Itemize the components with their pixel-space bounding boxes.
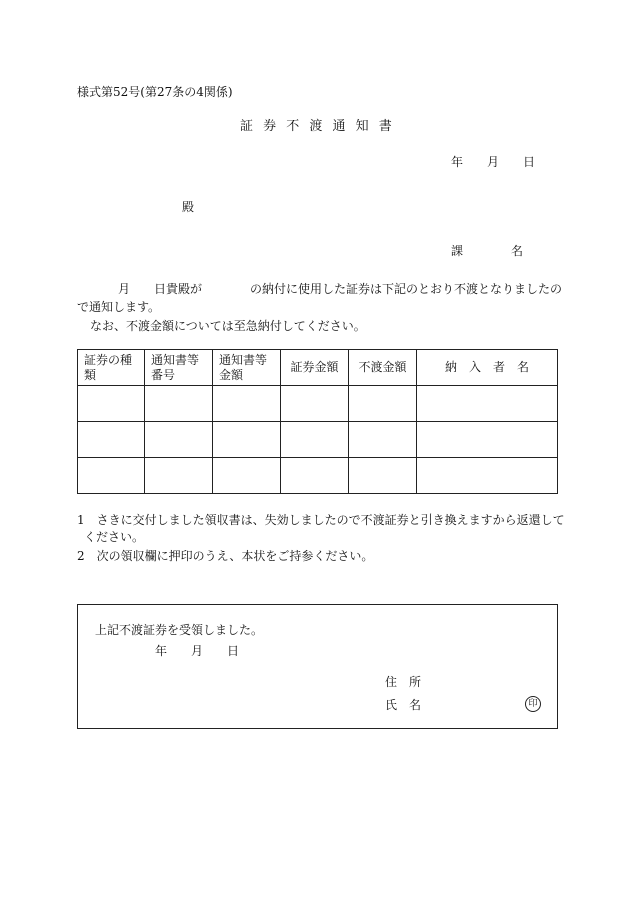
form-number: 様式第52号(第27条の4関係) [77,85,233,99]
table-cell [78,386,145,422]
table-cell [213,386,281,422]
body-line-2: で通知します。 [77,300,161,314]
note-1-line-1: 1 さきに交付しました領収書は、失効しましたので不渡証券と引き換えますから返還して [77,513,565,527]
document-title: 証 券 不 渡 通 知 書 [240,119,395,134]
addressee-suffix: 殿 [182,200,195,214]
table-cell [349,458,417,494]
header-notice-number: 通知書等番号 [145,350,213,386]
header-dishonored-amount: 不渡金額 [349,350,417,386]
header-notice-amount: 通知書等金額 [213,350,281,386]
table-cell [349,422,417,458]
table-cell [417,386,558,422]
table-cell [78,422,145,458]
note-1-line-2: ください。 [84,530,145,544]
table-cell [145,386,213,422]
table-cell [349,386,417,422]
issuer-department: 課 名 [451,244,524,258]
seal-mark-icon: 印 [525,696,541,712]
table-cell [281,422,349,458]
table-row [78,422,558,458]
table-cell [145,458,213,494]
receipt-statement: 上記不渡証券を受領しました。 [95,623,264,637]
body-line-3: なお、不渡金額については至急納付してください。 [90,319,366,333]
table-cell [281,458,349,494]
issue-date: 年 月 日 [451,155,536,169]
table-cell [417,422,558,458]
receipt-date: 年 月 日 [155,644,240,658]
receipt-name-label: 氏 名 [385,698,422,712]
table-cell [281,386,349,422]
header-security-type: 証券の種類 [78,350,145,386]
table-cell [78,458,145,494]
table-cell [417,458,558,494]
header-payer-name: 納 入 者 名 [417,350,558,386]
dishonored-securities-table [77,349,558,494]
table-cell [213,458,281,494]
receipt-address-label: 住 所 [385,675,422,689]
table-row [78,458,558,494]
note-2: 2 次の領収欄に押印のうえ、本状をご持参ください。 [77,549,374,563]
table-cell [213,422,281,458]
table-header-row [78,350,558,386]
header-security-amount: 証券金額 [281,350,349,386]
body-line-1: 月 日貴殿が の納付に使用した証券は下記のとおり不渡となりましたの [118,282,563,296]
table-cell [145,422,213,458]
table-row [78,386,558,422]
